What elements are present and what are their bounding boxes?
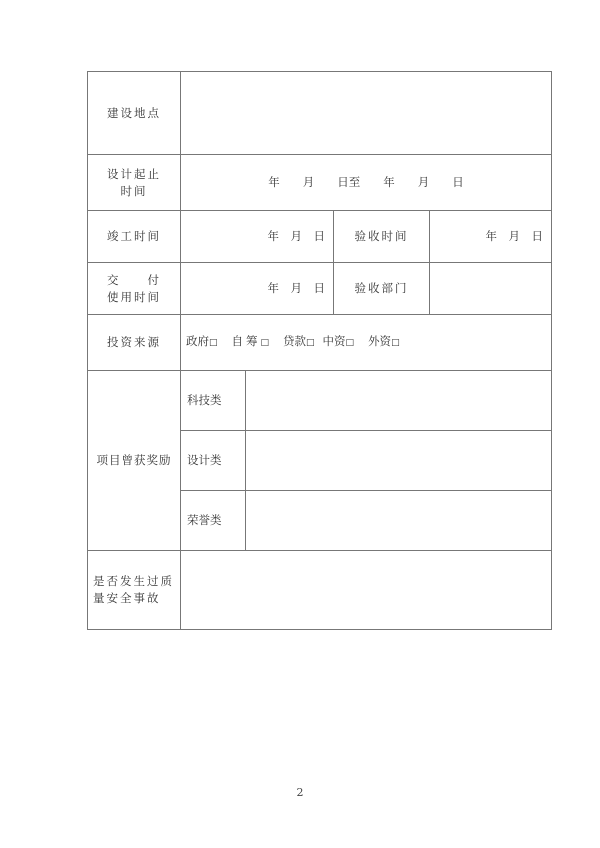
label-line: 是否发生过质 <box>93 574 174 588</box>
label-text: 验收部门 <box>354 281 409 295</box>
construction-location-field[interactable] <box>181 72 551 154</box>
checkbox-icon[interactable]: □ <box>391 338 400 348</box>
option-label: 自筹 <box>231 334 261 348</box>
label-text: 投资来源 <box>107 335 161 349</box>
label-line: 使用时间 <box>107 289 161 304</box>
design-period-field[interactable] <box>181 155 551 210</box>
date-text: 年 月 日 <box>267 229 325 243</box>
checkbox-icon[interactable]: □ <box>345 338 355 348</box>
option-label: 政府 <box>186 334 209 348</box>
checkbox-icon[interactable]: □ <box>260 338 270 348</box>
safety-accident-field[interactable] <box>181 551 551 629</box>
option-loan[interactable] <box>283 333 315 352</box>
acceptance-dept-label <box>334 263 429 314</box>
delivery-time-field[interactable] <box>181 263 333 314</box>
safety-accident-label <box>93 551 180 629</box>
acceptance-time-field[interactable] <box>430 211 551 262</box>
label-text: 设计类 <box>187 453 222 467</box>
option-self-raised[interactable] <box>232 333 270 352</box>
delivery-time-label <box>88 263 180 314</box>
label-text: 竣工时间 <box>107 229 161 243</box>
design-period-label <box>88 155 180 210</box>
checkbox-icon[interactable]: □ <box>209 338 218 348</box>
page-number: 2 <box>296 786 304 799</box>
award-design-field[interactable] <box>246 431 551 490</box>
option-label: 中资 <box>322 334 346 348</box>
award-tech-label <box>187 371 245 430</box>
date-text: 年 月 日 <box>267 281 325 295</box>
label-line: 时间 <box>120 183 148 198</box>
acceptance-dept-field[interactable] <box>430 263 551 314</box>
label-line: 量安全事故 <box>93 591 161 605</box>
label-text: 建设地点 <box>107 105 161 120</box>
award-tech-field[interactable] <box>246 371 551 430</box>
award-honor-field[interactable] <box>246 491 551 550</box>
award-honor-label <box>187 491 245 550</box>
option-label: 贷款 <box>283 334 307 348</box>
investment-source-options <box>186 315 546 370</box>
label-text: 荣誉类 <box>187 513 222 527</box>
option-foreign-capital[interactable] <box>368 333 400 352</box>
option-government[interactable] <box>186 333 218 352</box>
label-text: 科技类 <box>187 393 222 407</box>
completion-time-field[interactable] <box>181 211 333 262</box>
label-line: 设计起止 <box>107 166 161 181</box>
date-text: 年 月 日 <box>485 229 543 243</box>
option-chinese-capital[interactable] <box>323 333 355 352</box>
checkbox-icon[interactable]: □ <box>306 338 315 348</box>
option-label: 外资 <box>368 334 392 348</box>
construction-location-label <box>88 72 180 154</box>
date-range-text: 年 月 日至 年 月 日 <box>268 175 464 189</box>
project-info-table <box>87 71 552 630</box>
awards-label <box>88 371 180 550</box>
award-design-label <box>187 431 245 490</box>
label-text: 项目曾获奖励 <box>96 453 172 467</box>
label-text: 验收时间 <box>354 229 409 243</box>
acceptance-time-label <box>334 211 429 262</box>
label-line: 交 付 <box>107 272 161 287</box>
investment-source-label <box>88 315 180 370</box>
completion-time-label <box>88 211 180 262</box>
